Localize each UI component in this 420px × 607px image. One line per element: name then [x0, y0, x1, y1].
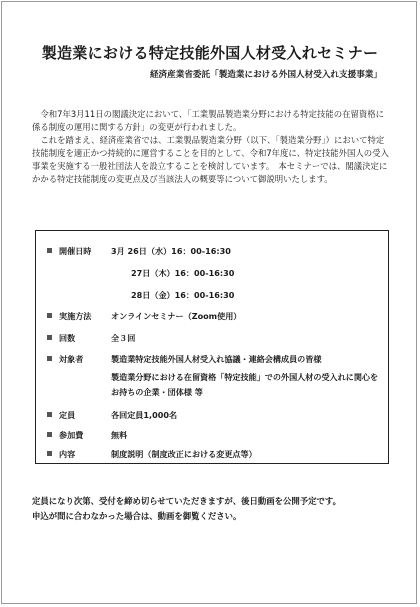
- date-label: 開催日時: [59, 246, 92, 256]
- target-value-2: 製造業分野における在留資格「特定技能」での外国人材の受入れに関心をお持ちの企業・団体様 等: [111, 372, 379, 397]
- square-bullet-icon: [47, 451, 52, 456]
- capacity-value: 各回定員1,000名: [111, 410, 178, 420]
- square-bullet-icon: [47, 313, 52, 318]
- square-bullet-icon: [47, 432, 52, 437]
- intro-paragraph-2: これを踏まえ、経済産業省では、工業製品製造業分野（以下、「製造業分野」）において特定技能制度を適正かつ持続的に運営することを目的として、令和7年度に、特定技能外国人の受入事業を実施する一般社団法人を設立することを検討しています。 本セミナーでは、閣議決定にかかる特定技能制度の変更点及び当該法人の概要等について御説明いたします。: [32, 135, 389, 185]
- method-value: オンラインセミナー（Zoom使用）: [111, 311, 242, 321]
- count-label: 回数: [59, 333, 76, 343]
- method-label: 実施方法: [59, 311, 92, 321]
- intro-paragraph-1: 令和7年3月11日の閣議決定において、「工業製品製造業分野における特定技能の在留資格に係る制度の運用に関する方針」の変更が行われました。: [32, 109, 384, 133]
- closing-note: [32, 494, 392, 524]
- closing-line-2: 申込が間に合わなかった場合は、動画を御覧ください。: [32, 511, 242, 521]
- content-value: 制度説明（制度改正における変更点等）: [111, 449, 257, 459]
- square-bullet-icon: [47, 356, 52, 361]
- target-label: 対象者: [59, 354, 84, 364]
- page-title: 製造業における特定技能外国人材受入れセミナー: [41, 44, 379, 62]
- count-value: 全３回: [111, 333, 136, 343]
- square-bullet-icon: [47, 412, 52, 417]
- closing-line-1: 定員になり次第、受付を締め切らせていただきますが、後日動画を公開予定です。: [32, 496, 341, 506]
- date-value-1: 3月 26日（水）16：00-16:30: [111, 246, 231, 256]
- page-subtitle: 経済産業省委託「製造業における外国人材受入れ支援事業」: [149, 70, 382, 80]
- capacity-label: 定員: [59, 410, 76, 420]
- seminar-info-box: [35, 230, 389, 464]
- square-bullet-icon: [47, 335, 52, 340]
- flyer-page: [1, 1, 417, 604]
- target-value-1: 製造業特定技能外国人材受入れ協議・連絡会構成員の皆様: [111, 354, 322, 364]
- date-value-2: 27日（木）16：00-16:30: [131, 268, 235, 278]
- fee-label: 参加費: [59, 430, 84, 440]
- date-value-3: 28日（金）16：00-16:30: [131, 290, 235, 300]
- content-label: 内容: [59, 449, 76, 459]
- fee-value: 無料: [111, 430, 128, 440]
- square-bullet-icon: [47, 248, 52, 253]
- intro-text: [32, 108, 392, 187]
